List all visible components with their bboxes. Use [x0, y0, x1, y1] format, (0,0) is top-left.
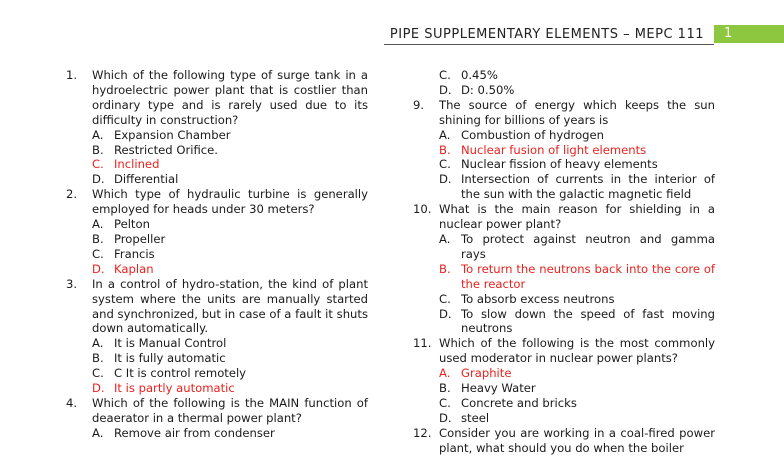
question-number: 2. — [66, 187, 78, 202]
document-title: PIPE SUPPLEMENTARY ELEMENTS – MEPC 111 — [389, 26, 704, 42]
question-number: 3. — [66, 276, 78, 291]
option-text: To protect against neutron and gamma rays — [461, 231, 715, 261]
question — [413, 98, 715, 128]
answer-option — [66, 157, 368, 172]
left-question-column — [66, 68, 368, 441]
question — [66, 68, 368, 128]
header-divider — [384, 44, 714, 45]
option-text: Concrete and bricks — [461, 395, 577, 410]
answer-option-choice — [413, 396, 715, 411]
option-text: Graphite — [461, 366, 512, 381]
option-letter: D. — [92, 172, 105, 187]
option-letter: D. — [439, 410, 452, 425]
question-number: 9. — [413, 97, 425, 112]
answer-option-choice — [66, 217, 368, 232]
question-text: The source of energy which keeps the sun shining for billions of years is — [439, 97, 715, 127]
option-text: Inclined — [114, 157, 160, 172]
option-text: Combustion of hydrogen — [461, 127, 604, 142]
option-letter: C. — [439, 68, 451, 82]
question-text: What is the main reason for shielding in a nuclear power plant? — [439, 202, 715, 232]
answer-option-choice — [66, 128, 368, 143]
option-letter: A. — [439, 366, 451, 381]
answer-option-choice — [66, 232, 368, 247]
continued-options — [413, 68, 715, 98]
answer-option-choice — [66, 366, 368, 381]
answer-option-choice — [413, 68, 715, 83]
option-text: Pelton — [114, 217, 150, 232]
question — [413, 202, 715, 232]
answer-option-choice — [413, 232, 715, 262]
option-letter: B. — [92, 231, 104, 246]
option-letter: A. — [439, 231, 451, 246]
option-letter: C. — [439, 291, 451, 306]
option-text: Differential — [114, 172, 179, 187]
question — [66, 396, 368, 426]
option-text: To absorb excess neutrons — [461, 291, 615, 306]
question — [66, 187, 368, 217]
option-text: Kaplan — [114, 261, 154, 276]
answer-option — [66, 381, 368, 396]
option-letter: D. — [439, 172, 452, 187]
option-text: C It is control remotely — [114, 366, 247, 381]
option-text: Expansion Chamber — [114, 127, 231, 142]
option-text: D: 0.50% — [461, 82, 515, 97]
question — [66, 277, 368, 337]
question — [413, 336, 715, 366]
option-text: steel — [461, 410, 490, 425]
question-text: Which of the following is the most commonly used moderator in nuclear power plants? — [439, 336, 715, 366]
answer-option-choice — [413, 307, 715, 337]
option-letter: C. — [439, 157, 451, 172]
question-text: In a control of hydro-station, the kind of plant system where the units are manually started and synchronized, but in case of a fault it shuts down automatically. — [92, 276, 368, 336]
question-number: 10. — [413, 202, 432, 217]
question-number: 12. — [413, 425, 432, 440]
option-letter: D. — [92, 381, 105, 396]
option-text: Nuclear fusion of light elements — [461, 142, 647, 157]
option-text: To slow down the speed of fast moving neutrons — [461, 306, 715, 336]
option-letter: B. — [439, 381, 451, 396]
question-text: Which of the following type of surge tank in a hydroelectric power plant that is costlier than ordinary type and is rarely used due to its difficulty in construction? — [92, 68, 368, 127]
page-header — [390, 24, 784, 44]
page-number-badge: 1 — [714, 25, 784, 43]
option-letter: A. — [92, 217, 104, 232]
right-question-column — [413, 68, 715, 456]
answer-option-choice — [413, 292, 715, 307]
answer-option — [413, 366, 715, 381]
answer-option-choice — [413, 411, 715, 426]
answer-option-choice — [66, 172, 368, 187]
question-number: 4. — [66, 395, 78, 410]
option-letter: A. — [92, 425, 104, 440]
option-text: It is fully automatic — [114, 351, 226, 366]
question-number: 11. — [413, 336, 432, 351]
option-letter: C. — [92, 157, 104, 172]
option-text: Propeller — [114, 231, 166, 246]
option-letter: B. — [92, 351, 104, 366]
option-text: Nuclear fission of heavy elements — [461, 157, 658, 172]
option-text: Remove air from condenser — [114, 425, 275, 440]
option-letter: B. — [92, 142, 104, 157]
answer-option — [413, 262, 715, 292]
option-letter: A. — [92, 127, 104, 142]
option-letter: D. — [92, 261, 105, 276]
option-text: Heavy Water — [461, 381, 536, 396]
option-text: It is partly automatic — [114, 381, 235, 396]
answer-option-choice — [66, 247, 368, 262]
option-text: Restricted Orifice. — [114, 142, 218, 157]
option-letter: A. — [92, 336, 104, 351]
answer-option-choice — [413, 83, 715, 98]
option-letter: C. — [439, 395, 451, 410]
option-text: Intersection of currents in the interior of the sun with the galactic magnetic field — [461, 172, 715, 202]
option-text: It is Manual Control — [114, 336, 227, 351]
option-letter: D. — [439, 306, 452, 321]
question-text: Which of the following is the MAIN function of deaerator in a thermal power plant? — [92, 395, 368, 425]
question-text: Consider you are working in a coal-fired power plant, what should you do when the boiler — [439, 425, 715, 455]
answer-option-choice — [413, 157, 715, 172]
answer-option-choice — [413, 172, 715, 202]
option-letter: C. — [92, 366, 104, 381]
answer-option-choice — [66, 426, 368, 441]
option-letter: C. — [92, 246, 104, 261]
option-text: 0.45% — [461, 68, 498, 82]
option-text: To return the neutrons back into the core of the reactor — [461, 261, 715, 291]
answer-option-choice — [413, 381, 715, 396]
answer-option-choice — [66, 143, 368, 158]
answer-option — [413, 143, 715, 158]
option-letter: B. — [439, 261, 451, 276]
answer-option-choice — [66, 351, 368, 366]
answer-option-choice — [66, 336, 368, 351]
option-letter: D. — [439, 82, 452, 97]
question-number: 1. — [66, 68, 78, 82]
question-text: Which type of hydraulic turbine is generally employed for heads under 30 meters? — [92, 187, 368, 217]
answer-option-choice — [413, 128, 715, 143]
answer-option — [66, 262, 368, 277]
option-letter: B. — [439, 142, 451, 157]
option-text: Francis — [114, 246, 155, 261]
option-letter: A. — [439, 127, 451, 142]
